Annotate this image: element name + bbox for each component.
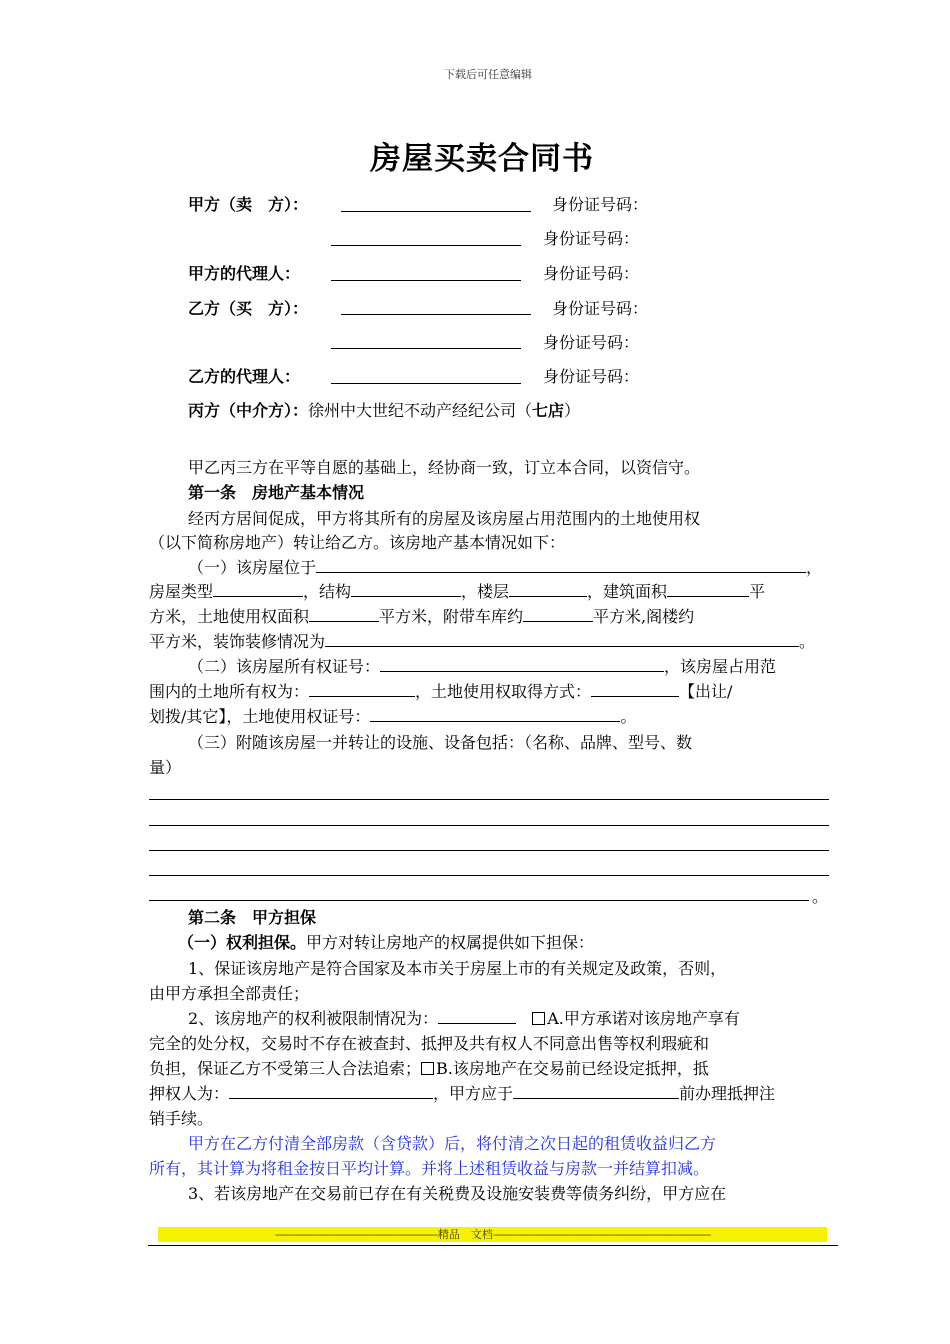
seller-name-blank-2 bbox=[331, 245, 521, 246]
clause-3-line: 量） bbox=[149, 758, 182, 777]
article-1-text: 经丙方居间促成，甲方将其所有的房屋及该房屋占用范围内的土地使用权 bbox=[188, 509, 701, 528]
equipment-end-mark: 。 bbox=[812, 887, 829, 906]
page-footer-banner: ------------------------------------------------------------精品 文档-------------------------------------------------------------------------------- bbox=[158, 1227, 827, 1242]
rent-income-note: 所有，其计算为将租金按日平均计算。并将上述租赁收益与房款一并结算扣减。 bbox=[149, 1159, 710, 1178]
buyer-agent-blank bbox=[331, 383, 521, 384]
footer-label: 精品 文档 bbox=[437, 1228, 493, 1241]
page-header: 下载后可任意编辑 bbox=[444, 68, 532, 81]
id-label: 身份证号码： bbox=[552, 299, 649, 318]
clause-2-line: 划拨/其它】，土地使用权证号： 。 bbox=[149, 707, 637, 726]
equipment-blank-line bbox=[149, 875, 829, 876]
article-1-title: 第一条 房地产基本情况 bbox=[188, 483, 365, 502]
id-label: 身份证号码： bbox=[552, 195, 649, 214]
agency-row bbox=[188, 398, 580, 421]
checkbox-option-b[interactable] bbox=[421, 1062, 434, 1075]
agency-branch: 七店 bbox=[532, 401, 565, 420]
equipment-blank-line bbox=[149, 850, 829, 851]
equipment-blank-line bbox=[149, 825, 829, 826]
article-2-title: 第二条 甲方担保 bbox=[188, 908, 317, 927]
equipment-blank-line bbox=[149, 900, 809, 901]
document-title: 房屋买卖合同书 bbox=[370, 141, 594, 177]
clause-3-line: （三）附随该房屋一并转让的设施、设备包括：（名称、品牌、型号、数 bbox=[188, 733, 693, 752]
guarantee-item-3: 3、若该房地产在交易前已存在有关税费及设施安装费等债务纠纷，甲方应在 bbox=[188, 1184, 727, 1203]
clause-1-line: 平方米，装饰装修情况为 。 bbox=[149, 632, 816, 651]
clause-2-line: 围内的土地所有权为： ，土地使用权取得方式： 【出让/ bbox=[149, 682, 733, 701]
clause-1-line: （一）该房屋位于 ， bbox=[188, 558, 823, 577]
footer-rule bbox=[148, 1245, 838, 1246]
clause-1-line: 房屋类型 ，结构 ，楼层 ，建筑面积 平 bbox=[149, 582, 766, 601]
seller-agent-label: 甲方的代理人： bbox=[188, 264, 301, 283]
seller-label: 甲方（卖 方）： bbox=[188, 195, 309, 214]
buyer-name-blank bbox=[341, 314, 531, 315]
guarantee-1-heading: （一）权利担保。甲方对转让房地产的权属提供如下担保： bbox=[178, 933, 595, 952]
guarantee-item-2: 销手续。 bbox=[149, 1109, 214, 1128]
buyer-label: 乙方（买 方）： bbox=[188, 299, 309, 318]
intro-paragraph: 甲乙丙三方在平等自愿的基础上，经协商一致，订立本合同，以资信守。 bbox=[188, 458, 701, 477]
checkbox-option-a[interactable] bbox=[532, 1012, 545, 1025]
agency-label: 丙方（中介方）： bbox=[188, 401, 309, 420]
article-1-text: （以下简称房地产）转让给乙方。该房地产基本情况如下： bbox=[149, 533, 566, 552]
guarantee-item-2: 负担，保证乙方不受第三人合法追索； B.该房地产在交易前已经设定抵押，抵 bbox=[149, 1059, 709, 1078]
buyer-name-blank-2 bbox=[331, 348, 521, 349]
seller-agent-blank bbox=[331, 280, 521, 281]
id-label: 身份证号码： bbox=[543, 367, 640, 386]
id-label: 身份证号码： bbox=[543, 333, 640, 352]
guarantee-item-2: 押权人为： ，甲方应于 前办理抵押注 bbox=[149, 1084, 776, 1103]
buyer-agent-label: 乙方的代理人： bbox=[188, 367, 301, 386]
id-label: 身份证号码： bbox=[543, 264, 640, 283]
equipment-blank-line bbox=[149, 799, 829, 800]
guarantee-item-1: 1、保证该房地产是符合国家及本市关于房屋上市的有关规定及政策，否则， bbox=[188, 959, 727, 978]
guarantee-item-2: 2、该房地产的权利被限制情况为： A.甲方承诺对该房地产享有 bbox=[188, 1009, 740, 1028]
guarantee-item-1: 由甲方承担全部责任； bbox=[149, 984, 310, 1003]
guarantee-item-2: 完全的处分权，交易时不存在被查封、抵押及共有权人不同意出售等权利瑕疵和 bbox=[149, 1034, 710, 1053]
clause-1-line: 方米，土地使用权面积 平方米，附带车库约 平方米,阁楼约 bbox=[149, 607, 695, 626]
clause-2-line: （二）该房屋所有权证号： ，该房屋占用范 bbox=[188, 657, 777, 676]
agency-close: ） bbox=[564, 401, 581, 420]
id-label: 身份证号码： bbox=[543, 229, 640, 248]
agency-name: 徐州中大世纪不动产经纪公司（ bbox=[308, 401, 533, 420]
rent-income-note: 甲方在乙方付清全部房款（含贷款）后，将付清之次日起的租赁收益归乙方 bbox=[188, 1134, 717, 1153]
seller-name-blank bbox=[341, 211, 531, 212]
